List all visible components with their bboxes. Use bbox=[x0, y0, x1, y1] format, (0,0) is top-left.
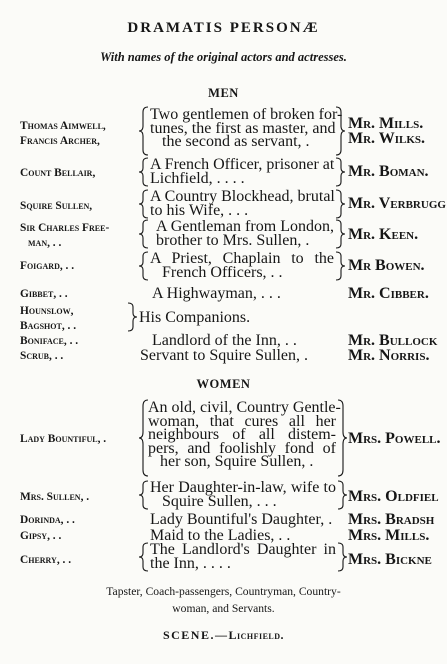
role-name: Lady Bountiful, . bbox=[20, 433, 107, 445]
right-brace bbox=[336, 542, 348, 572]
right-brace bbox=[334, 189, 346, 219]
actor-name: Mrs. Powell. bbox=[348, 430, 441, 447]
actor-name: Mr. Wilks. bbox=[348, 130, 426, 147]
role-description: Servant to Squire Sullen, . bbox=[140, 347, 308, 364]
role-description: Two gentlemen of broken for- tunes, the first as master, and the second as servant, . bbox=[150, 106, 343, 150]
right-brace bbox=[126, 302, 138, 332]
role-name: Cherry, . . bbox=[20, 554, 72, 566]
role-description: His Companions. bbox=[139, 309, 251, 326]
actor-name: Mrs. Oldfiel bbox=[348, 488, 439, 505]
role-description: A Priest, Chaplain to the French Officers, . . bbox=[150, 250, 334, 281]
role-description: Landlord of the Inn, . . bbox=[152, 332, 297, 349]
role-description: A Gentleman from London, brother to Mrs. Sullen, . bbox=[156, 218, 334, 249]
role-description: An old, civil, Country Gentle- woman, that cures all her neighbours of all distem- pers, and foolishly fond of her son, Squire Sullen, . bbox=[148, 399, 341, 470]
actor-name: Mr Bowen. bbox=[348, 257, 425, 274]
scene-line bbox=[0, 628, 447, 643]
actor-name: Mr. Bullock bbox=[348, 332, 438, 349]
role-name: Bagshot, . . bbox=[20, 320, 77, 332]
left-brace bbox=[138, 219, 150, 249]
left-brace bbox=[138, 251, 150, 281]
left-brace bbox=[138, 157, 150, 187]
actor-name: Mr. Boman. bbox=[348, 163, 429, 180]
page-subtitle: With names of the original actors and actresses. bbox=[100, 50, 347, 64]
right-brace bbox=[336, 399, 348, 477]
role-name: Sir Charles Free- bbox=[20, 222, 110, 234]
role-description: A French Officer, prisoner at Lichfield, . . . . bbox=[150, 156, 335, 187]
role-name: Foigard, . . bbox=[20, 260, 75, 272]
actor-name: Mr. Cibber. bbox=[348, 285, 429, 302]
actor-name: Mr. Keen. bbox=[348, 226, 419, 243]
left-brace bbox=[138, 480, 150, 510]
left-brace bbox=[138, 106, 150, 156]
page-title: DRAMATIS PERSONÆ bbox=[127, 20, 320, 36]
men-heading: MEN bbox=[208, 86, 239, 100]
supernumeraries-line: woman, and Servants. bbox=[172, 602, 275, 615]
actor-name: Mrs. Bradsh bbox=[348, 511, 435, 528]
actor-name: Mrs. Mills. bbox=[348, 527, 430, 544]
actor-name: Mrs. Bickne bbox=[348, 551, 432, 568]
women-heading: WOMEN bbox=[196, 377, 251, 391]
role-name: Hounslow, bbox=[20, 305, 74, 317]
actor-name: Mr. Mills. bbox=[348, 115, 424, 132]
role-name: Count Bellair, bbox=[20, 167, 96, 179]
right-brace bbox=[334, 157, 346, 187]
role-name: Gibbet, . . bbox=[20, 288, 68, 300]
role-description: A Country Blockhead, brutal to his Wife, . . . bbox=[150, 188, 335, 219]
actor-name: Mr. Verbrugg bbox=[348, 195, 446, 212]
right-brace bbox=[334, 219, 346, 249]
role-name: Scrub, . . bbox=[20, 350, 64, 362]
role-name: Francis Archer, bbox=[20, 135, 100, 147]
scene-label: SCENE.— bbox=[162, 628, 229, 642]
left-brace bbox=[138, 189, 150, 219]
role-description: Her Daughter-in-law, wife to Squire Sullen, . . . bbox=[150, 479, 336, 510]
role-name: Dorinda, . . bbox=[20, 514, 75, 526]
right-brace bbox=[334, 251, 346, 281]
right-brace bbox=[334, 106, 346, 156]
role-description: A Highwayman, . . . bbox=[152, 285, 281, 302]
role-name: Mrs. Sullen, . bbox=[20, 491, 90, 503]
right-brace bbox=[336, 480, 348, 510]
role-name: Squire Sullen, bbox=[20, 200, 93, 212]
actor-name: Mr. Norris. bbox=[348, 347, 430, 364]
left-brace bbox=[138, 542, 150, 572]
role-description: The Landlord's Daughter in the Inn, . . . . bbox=[150, 541, 336, 572]
role-description: Maid to the Ladies, . . bbox=[150, 527, 291, 544]
scene-place: Lichfield. bbox=[228, 628, 285, 642]
role-name: man, . . bbox=[28, 237, 62, 249]
supernumeraries-line: Tapster, Coach-passengers, Countryman, Country- bbox=[106, 585, 341, 598]
role-description: Lady Bountiful's Daughter, . bbox=[150, 511, 333, 528]
role-name: Thomas Aimwell, bbox=[20, 120, 106, 132]
role-name: Boniface, . . bbox=[20, 335, 79, 347]
role-name: Gipsy, . . bbox=[20, 530, 62, 542]
